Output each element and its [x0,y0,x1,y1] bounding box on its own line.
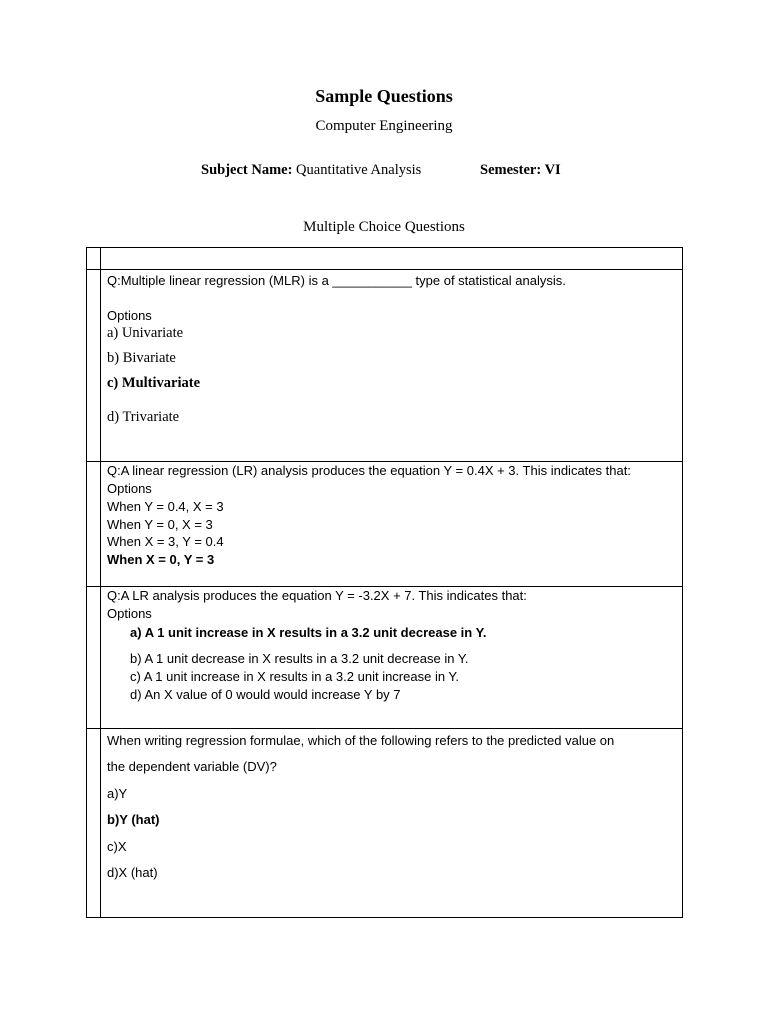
option-item: d) An X value of 0 would would increase Y by 7 [130,687,401,702]
option-item: c)X [107,839,127,854]
table-row-divider [86,728,683,729]
option-item: b) Bivariate [107,350,176,366]
table-row-divider [86,461,683,462]
question-text: Q:A linear regression (LR) analysis produces the equation Y = 0.4X + 3. This indicates that: [107,463,631,478]
table-row-divider [86,586,683,587]
semester-value: VI [544,162,561,178]
table-row-divider [86,269,683,270]
table-column-divider [100,247,101,918]
table-border-right [682,247,683,918]
question-text: Q:A LR analysis produces the equation Y = -3.2X + 7. This indicates that: [107,588,527,603]
options-label: Options [107,308,152,323]
page-title: Sample Questions [315,86,453,106]
option-item-correct: a) A 1 unit increase in X results in a 3.2 unit decrease in Y. [130,625,487,640]
option-item: When Y = 0.4, X = 3 [107,499,224,514]
question-text: Q:Multiple linear regression (MLR) is a ___________ type of statistical analysis. [107,273,566,288]
subject-line [201,162,421,179]
option-item: d) Trivariate [107,409,180,425]
question-text-line-1: When writing regression formulae, which of the following refers to the predicted value on [107,733,615,748]
option-item-correct: When X = 0, Y = 3 [107,552,215,567]
option-item: c) A 1 unit increase in X results in a 3.2 unit increase in Y. [130,669,460,684]
subject-value: Quantitative Analysis [296,162,422,178]
table-border-left [86,247,87,918]
semester-label: Semester: [480,162,542,178]
semester-line [480,162,561,179]
options-label: Options [107,606,152,621]
question-text-line-2: the dependent variable (DV)? [107,759,277,774]
option-item: a) Univariate [107,325,184,341]
option-item-correct: c) Multivariate [107,375,201,391]
option-item: b) A 1 unit decrease in X results in a 3.2 unit decrease in Y. [130,651,469,666]
table-border-bottom [86,917,683,918]
table-border-top [86,247,683,248]
option-item: When X = 3, Y = 0.4 [107,534,224,549]
option-item-correct: b)Y (hat) [107,812,160,827]
department-name: Computer Engineering [315,118,453,134]
options-label: Options [107,481,152,496]
subject-label: Subject Name: [201,162,293,178]
option-item: d)X (hat) [107,865,158,880]
section-heading: Multiple Choice Questions [303,219,465,235]
option-item: When Y = 0, X = 3 [107,517,213,532]
option-item: a)Y [107,786,128,801]
